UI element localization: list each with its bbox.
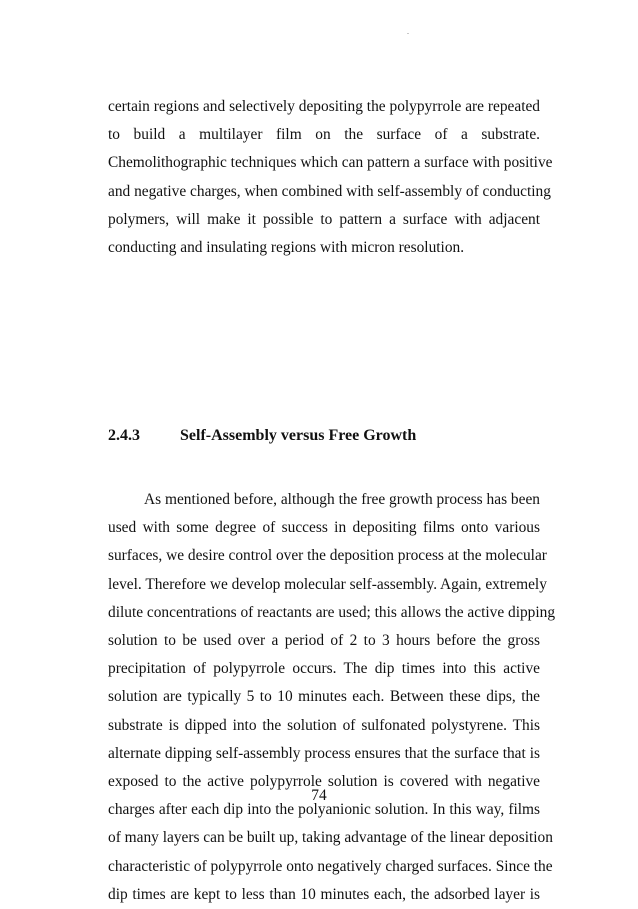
section-number: 2.4.3 bbox=[108, 427, 140, 444]
text-line: polymers, will make it possible to pattern a surface with adjacent bbox=[108, 210, 540, 228]
paragraph-2 bbox=[108, 486, 556, 909]
text-line: and negative charges, when combined with self-assembly of conducting bbox=[108, 182, 551, 200]
text-line: solution are typically 5 to 10 minutes each. Between these dips, the bbox=[108, 688, 540, 706]
section-title: Self-Assembly versus Free Growth bbox=[180, 427, 417, 444]
text-line: solution to be used over a period of 2 to 3 hours before the gross bbox=[108, 632, 540, 650]
section-heading bbox=[108, 426, 416, 446]
text-line: exposed to the active polypyrrole solution is covered with negative bbox=[108, 773, 540, 791]
text-line: of many layers can be built up, taking advantage of the linear deposition bbox=[108, 829, 553, 847]
text-line: to build a multilayer film on the surface of a substrate. bbox=[108, 126, 540, 144]
page-number: 74 bbox=[311, 787, 327, 804]
text-line: alternate dipping self-assembly process ensures that the surface that is bbox=[108, 744, 540, 762]
scan-speck bbox=[407, 33, 409, 34]
text-line: characteristic of polypyrrole onto negatively charged surfaces. Since the bbox=[108, 857, 553, 875]
text-line: As mentioned before, although the free growth process has been bbox=[144, 491, 540, 508]
text-line: used with some degree of success in depositing films onto various bbox=[108, 519, 540, 537]
text-line: charges after each dip into the polyanionic solution. In this way, films bbox=[108, 801, 540, 819]
text-line: dip times are kept to less than 10 minutes each, the adsorbed layer is bbox=[108, 885, 540, 903]
text-line: Chemolithographic techniques which can pattern a surface with positive bbox=[108, 154, 553, 172]
paragraph-1 bbox=[108, 93, 553, 262]
text-line: surfaces, we desire control over the deposition process at the molecular bbox=[108, 547, 547, 565]
text-line: conducting and insulating regions with micron resolution. bbox=[108, 239, 465, 257]
text-line: dilute concentrations of reactants are used; this allows the active dipping bbox=[108, 603, 556, 621]
text-line: substrate is dipped into the solution of sulfonated polystyrene. This bbox=[108, 716, 540, 734]
text-line: precipitation of polypyrrole occurs. The dip times into this active bbox=[108, 660, 540, 678]
text-line: level. Therefore we develop molecular self-assembly. Again, extremely bbox=[108, 575, 547, 593]
text-line: certain regions and selectively depositing the polypyrrole are repeated bbox=[108, 98, 540, 115]
